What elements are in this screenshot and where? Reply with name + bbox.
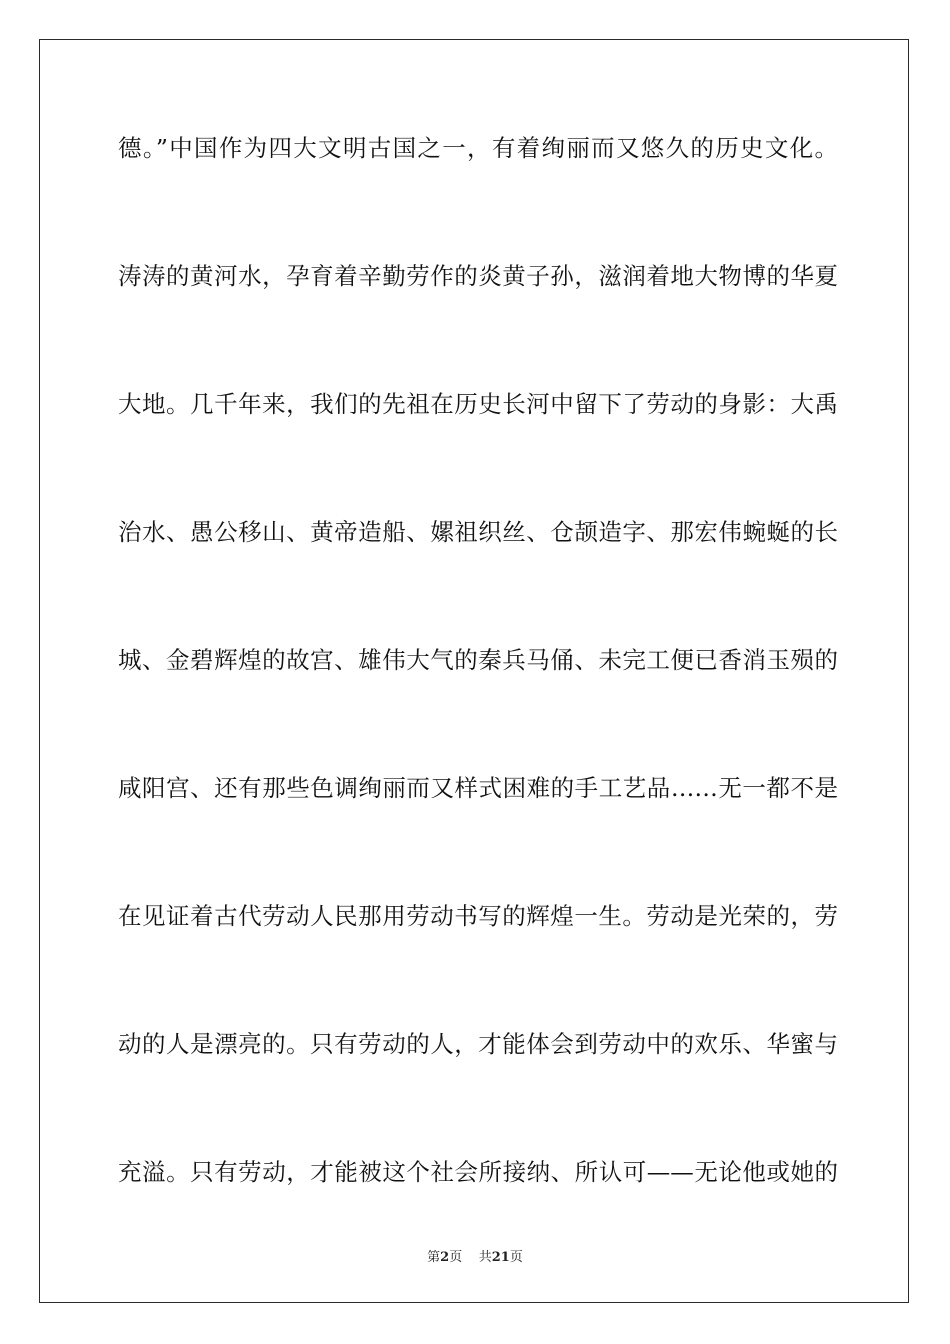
body-text-line: 在见证着古代劳动人民那用劳动书写的辉煌一生。劳动是光荣的，劳 bbox=[118, 902, 838, 930]
page-prefix: 第 bbox=[427, 1250, 441, 1265]
body-text-line: 涛涛的黄河水，孕育着辛勤劳作的炎黄子孙，滋润着地大物博的华夏 bbox=[118, 262, 838, 290]
body-text-line: 动的人是漂亮的。只有劳动的人，才能体会到劳动中的欢乐、华蜜与 bbox=[118, 1030, 838, 1058]
page-suffix: 页 bbox=[449, 1250, 463, 1265]
body-text-line: 大地。几千年来，我们的先祖在历史长河中留下了劳动的身影：大禹 bbox=[118, 390, 838, 418]
total-prefix: 共 bbox=[478, 1250, 492, 1265]
page-number-footer bbox=[0, 1246, 950, 1265]
body-text-line: 充溢。只有劳动，才能被这个社会所接纳、所认可——无论他或她的 bbox=[118, 1158, 838, 1186]
body-text-line: 治水、愚公移山、黄帝造船、嫘祖织丝、仓颉造字、那宏伟蜿蜒的长 bbox=[118, 518, 838, 546]
body-text-line: 咸阳宫、还有那些色调绚丽而又样式困难的手工艺品……无一都不是 bbox=[118, 774, 838, 802]
total-page-count: 21 bbox=[491, 1250, 510, 1265]
body-text-line: 德。”中国作为四大文明古国之一，有着绚丽而又悠久的历史文化。 bbox=[118, 134, 838, 162]
current-page-number: 2 bbox=[440, 1250, 450, 1265]
total-suffix: 页 bbox=[509, 1250, 523, 1265]
body-text-line: 城、金碧辉煌的故宫、雄伟大气的秦兵马俑、未完工便已香消玉殒的 bbox=[118, 646, 838, 674]
